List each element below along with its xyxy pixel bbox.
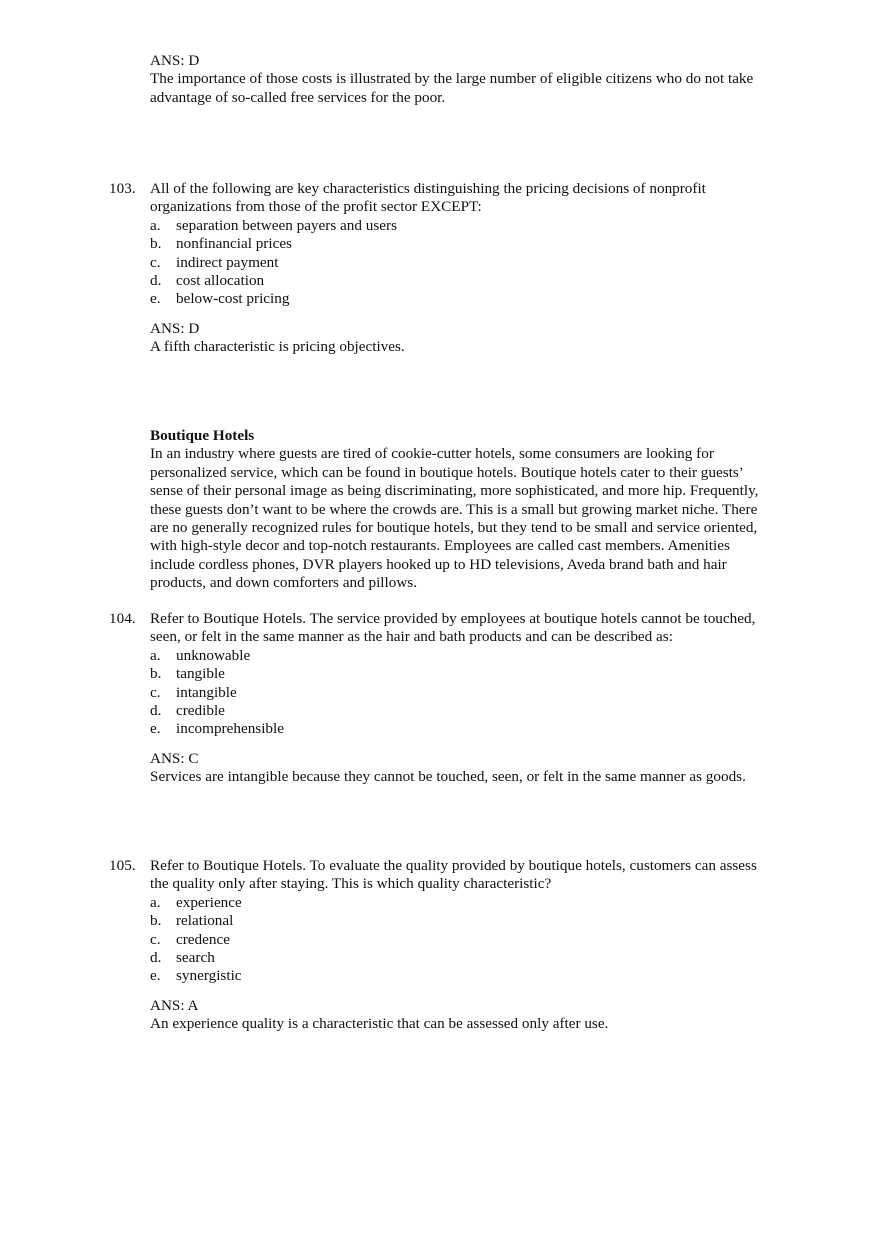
option-text: search — [176, 949, 215, 967]
answer-explanation: A fifth characteristic is pricing objectives. — [150, 338, 405, 356]
option-letter: a. — [150, 646, 161, 664]
question-body — [150, 857, 800, 1034]
question-number: 103. — [109, 180, 136, 197]
option-letter: c. — [150, 683, 161, 701]
scenario-line: include cordless phones, DVR players hooked up to HD televisions, Aveda brand bath and hair — [150, 555, 727, 573]
question-stem-line: the quality only after staying. This is which quality characteristic? — [150, 875, 552, 893]
question-number: 104. — [109, 610, 136, 627]
answer-key: ANS: A — [150, 996, 199, 1014]
option-letter: b. — [150, 235, 162, 253]
explanation-line: The importance of those costs is illustrated by the large number of eligible citizens who do not take — [150, 70, 754, 88]
question-body — [150, 610, 800, 787]
option-e — [150, 720, 800, 738]
question-stem-line: All of the following are key characteristics distinguishing the pricing decisions of nonprofit — [150, 180, 706, 197]
option-d — [150, 949, 800, 967]
option-list — [150, 647, 800, 739]
scenario-line: personalized service, which can be found in boutique hotels. Boutique hotels cater to their guests’ — [150, 463, 744, 481]
option-e — [150, 967, 800, 985]
option-letter: e. — [150, 720, 161, 738]
option-text: cost allocation — [176, 272, 265, 290]
option-text: credible — [176, 702, 225, 720]
option-c — [150, 254, 800, 272]
question-stem-line: Refer to Boutique Hotels. The service provided by employees at boutique hotels cannot be touched, — [150, 610, 756, 627]
option-a — [150, 217, 800, 235]
explanation-line: advantage of so-called free services for the poor. — [150, 88, 446, 106]
question-stem-line: Refer to Boutique Hotels. To evaluate the quality provided by boutique hotels, customers can assess — [150, 857, 757, 874]
option-a — [150, 894, 800, 912]
question-stem-line: organizations from those of the profit sector EXCEPT: — [150, 198, 482, 216]
option-text: synergistic — [176, 967, 242, 985]
answer-explanation: An experience quality is a characteristic that can be assessed only after use. — [150, 1015, 609, 1033]
scenario-line: are no generally recognized rules for boutique hotels, but they tend to be small and service oriented, — [150, 519, 758, 537]
answer-block — [150, 997, 800, 1034]
option-d — [150, 272, 800, 290]
option-letter: c. — [150, 253, 161, 271]
option-list — [150, 894, 800, 986]
option-letter: a. — [150, 893, 161, 911]
scenario-heading: Boutique Hotels — [150, 427, 255, 444]
option-b — [150, 912, 800, 930]
option-text: credence — [176, 930, 230, 948]
option-letter: a. — [150, 216, 161, 234]
scenario-line: these guests don’t want to be where the crowds are. This is a small but growing market niche. There — [150, 500, 758, 518]
option-e — [150, 290, 800, 308]
option-text: tangible — [176, 665, 225, 683]
answer-key: ANS: C — [150, 749, 199, 767]
question-body — [150, 180, 800, 357]
option-d — [150, 702, 800, 720]
option-text: indirect payment — [176, 253, 279, 271]
option-letter: e. — [150, 967, 161, 985]
option-letter: d. — [150, 702, 162, 720]
scenario-line: sense of their personal image as being discriminating, more sophisticated, and more hip. Frequently, — [150, 482, 759, 500]
option-text: experience — [176, 893, 242, 911]
option-list — [150, 217, 800, 309]
option-text: unknowable — [176, 646, 251, 664]
option-b — [150, 665, 800, 683]
answer-explanation: Services are intangible because they cannot be touched, seen, or felt in the same manner as goods. — [150, 768, 746, 786]
option-letter: d. — [150, 949, 162, 967]
question-number: 105. — [109, 857, 136, 874]
option-text: separation between payers and users — [176, 216, 397, 234]
answer-key: ANS: D — [150, 52, 200, 69]
option-letter: d. — [150, 272, 162, 290]
scenario-block — [150, 427, 800, 593]
option-text: incomprehensible — [176, 720, 284, 738]
option-c — [150, 684, 800, 702]
scenario-line: In an industry where guests are tired of cookie-cutter hotels, some consumers are looking for — [150, 445, 714, 463]
option-text: intangible — [176, 683, 237, 701]
answer-block — [150, 320, 800, 357]
option-text: nonfinancial prices — [176, 235, 292, 253]
option-a — [150, 647, 800, 665]
answer-block — [150, 750, 800, 787]
option-letter: c. — [150, 930, 161, 948]
scenario-line: with high-style decor and top-notch restaurants. Employees are called cast members. Amenities — [150, 537, 730, 555]
top-answer-block — [150, 52, 800, 107]
option-letter: b. — [150, 912, 162, 930]
question-stem-line: seen, or felt in the same manner as the hair and bath products and can be described as: — [150, 628, 673, 646]
option-text: relational — [176, 912, 234, 930]
option-letter: b. — [150, 665, 162, 683]
option-text: below-cost pricing — [176, 290, 290, 308]
scenario-line: products, and down comforters and pillows. — [150, 574, 417, 592]
option-b — [150, 235, 800, 253]
answer-key: ANS: D — [150, 319, 200, 337]
option-c — [150, 931, 800, 949]
option-letter: e. — [150, 290, 161, 308]
